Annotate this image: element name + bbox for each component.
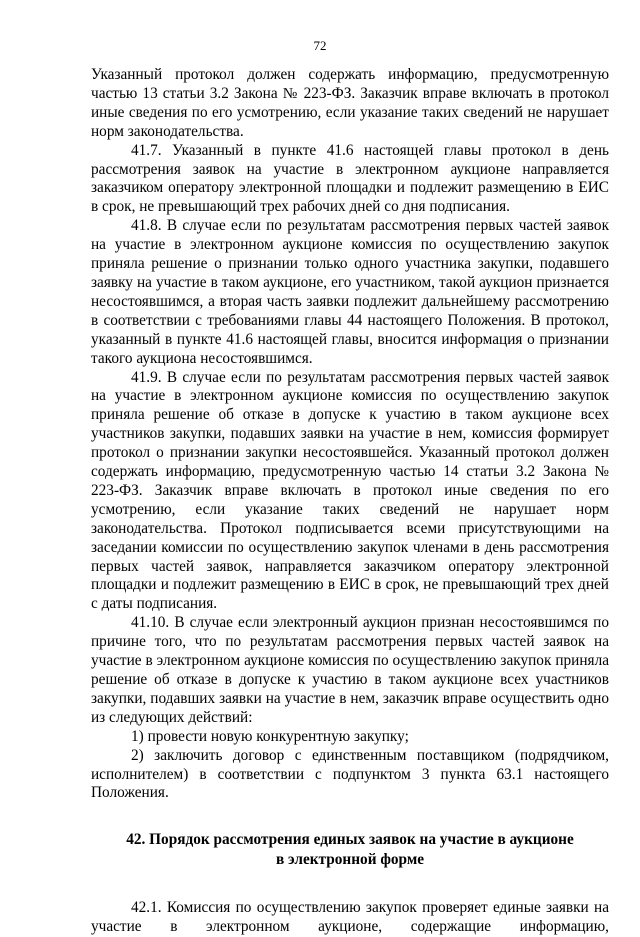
section-heading-line: в электронной форме (275, 851, 425, 869)
paragraph: 41.10. В случае если электронный аукцион признан несостоявшимся по причине того, что по результатам рассмотрения первых частей заявок на участие в электронном аукционе комиссия по осуществлению закупок приняла решение об отказе в допуске к участию в таком аукционе всех участников закупки, подавших заявки на участие в нем, заказчик вправе осуществить одно из следующих действий: (91, 614, 609, 726)
paragraph: 42.1. Комиссия по осуществлению закупок проверяет единые заявки на участие в электронном аукционе, содержащие информацию, (91, 899, 609, 936)
document-body (91, 66, 609, 937)
list-item: 1) провести новую конкурентную закупку; (131, 727, 409, 745)
list-item: 2) заключить договор с единственным поставщиком (подрядчиком, исполнителем) в соответствии с подпунктом 3 пункта 63.1 настоящего Положения. (91, 746, 609, 802)
page-number: 72 (313, 38, 327, 53)
paragraph: Указанный протокол должен содержать информацию, предусмотренную частью 13 статьи 3.2 Закона № 223-ФЗ. Заказчик вправе включать в протокол иные сведения по его усмотрению, если указание таких сведений не нарушает норм законодательства. (91, 66, 609, 140)
paragraph: 41.9. В случае если по результатам рассмотрения первых частей заявок на участие в электронном аукционе комиссия по осуществлению закупок приняла решение об отказе в допуске к участию в таком аукционе всех участников закупки, подавших заявки на участие в нем, комиссия формирует протокол о признании закупки несостоявшейся. Указанный протокол должен содержать информацию, предусмотренную частью 14 статьи 3.2 Закона № 223-ФЗ. Заказчик вправе включать в протокол иные сведения по его усмотрению, если указание таких сведений не нарушает норм законодательства. Протокол подписывается всеми присутствующими на заседании комиссии по осуществлению закупок членами в день рассмотрения первых частей заявок, направляется заказчиком оператору электронной площадки и подлежит размещению в ЕИС в срок, не превышающий трех дней с даты подписания. (91, 368, 609, 613)
section-heading (91, 830, 609, 870)
paragraph: 41.8. В случае если по результатам рассмотрения первых частей заявок на участие в электронном аукционе комиссия по осуществлению закупок приняла решение о признании только одного участника закупки, подавшего заявку на участие в таком аукционе, его участником, такой аукцион признается несостоявшимся, а вторая часть заявки подлежит дальнейшему рассмотрению в соответствии с требованиями главы 44 настоящего Положения. В протокол, указанный в пункте 41.6 настоящей главы, вносится информация о признании такого аукциона несостоявшимся. (91, 217, 609, 367)
paragraph: 41.7. Указанный в пункте 41.6 настоящей главы протокол в день рассмотрения заявок на участие в электронном аукционе направляется заказчиком оператору электронной площадки и подлежит размещению в ЕИС в срок, не превышающий трех рабочих дней со дня подписания. (91, 141, 609, 216)
section-heading-line: 42. Порядок рассмотрения единых заявок на участие в аукционе (126, 831, 574, 849)
